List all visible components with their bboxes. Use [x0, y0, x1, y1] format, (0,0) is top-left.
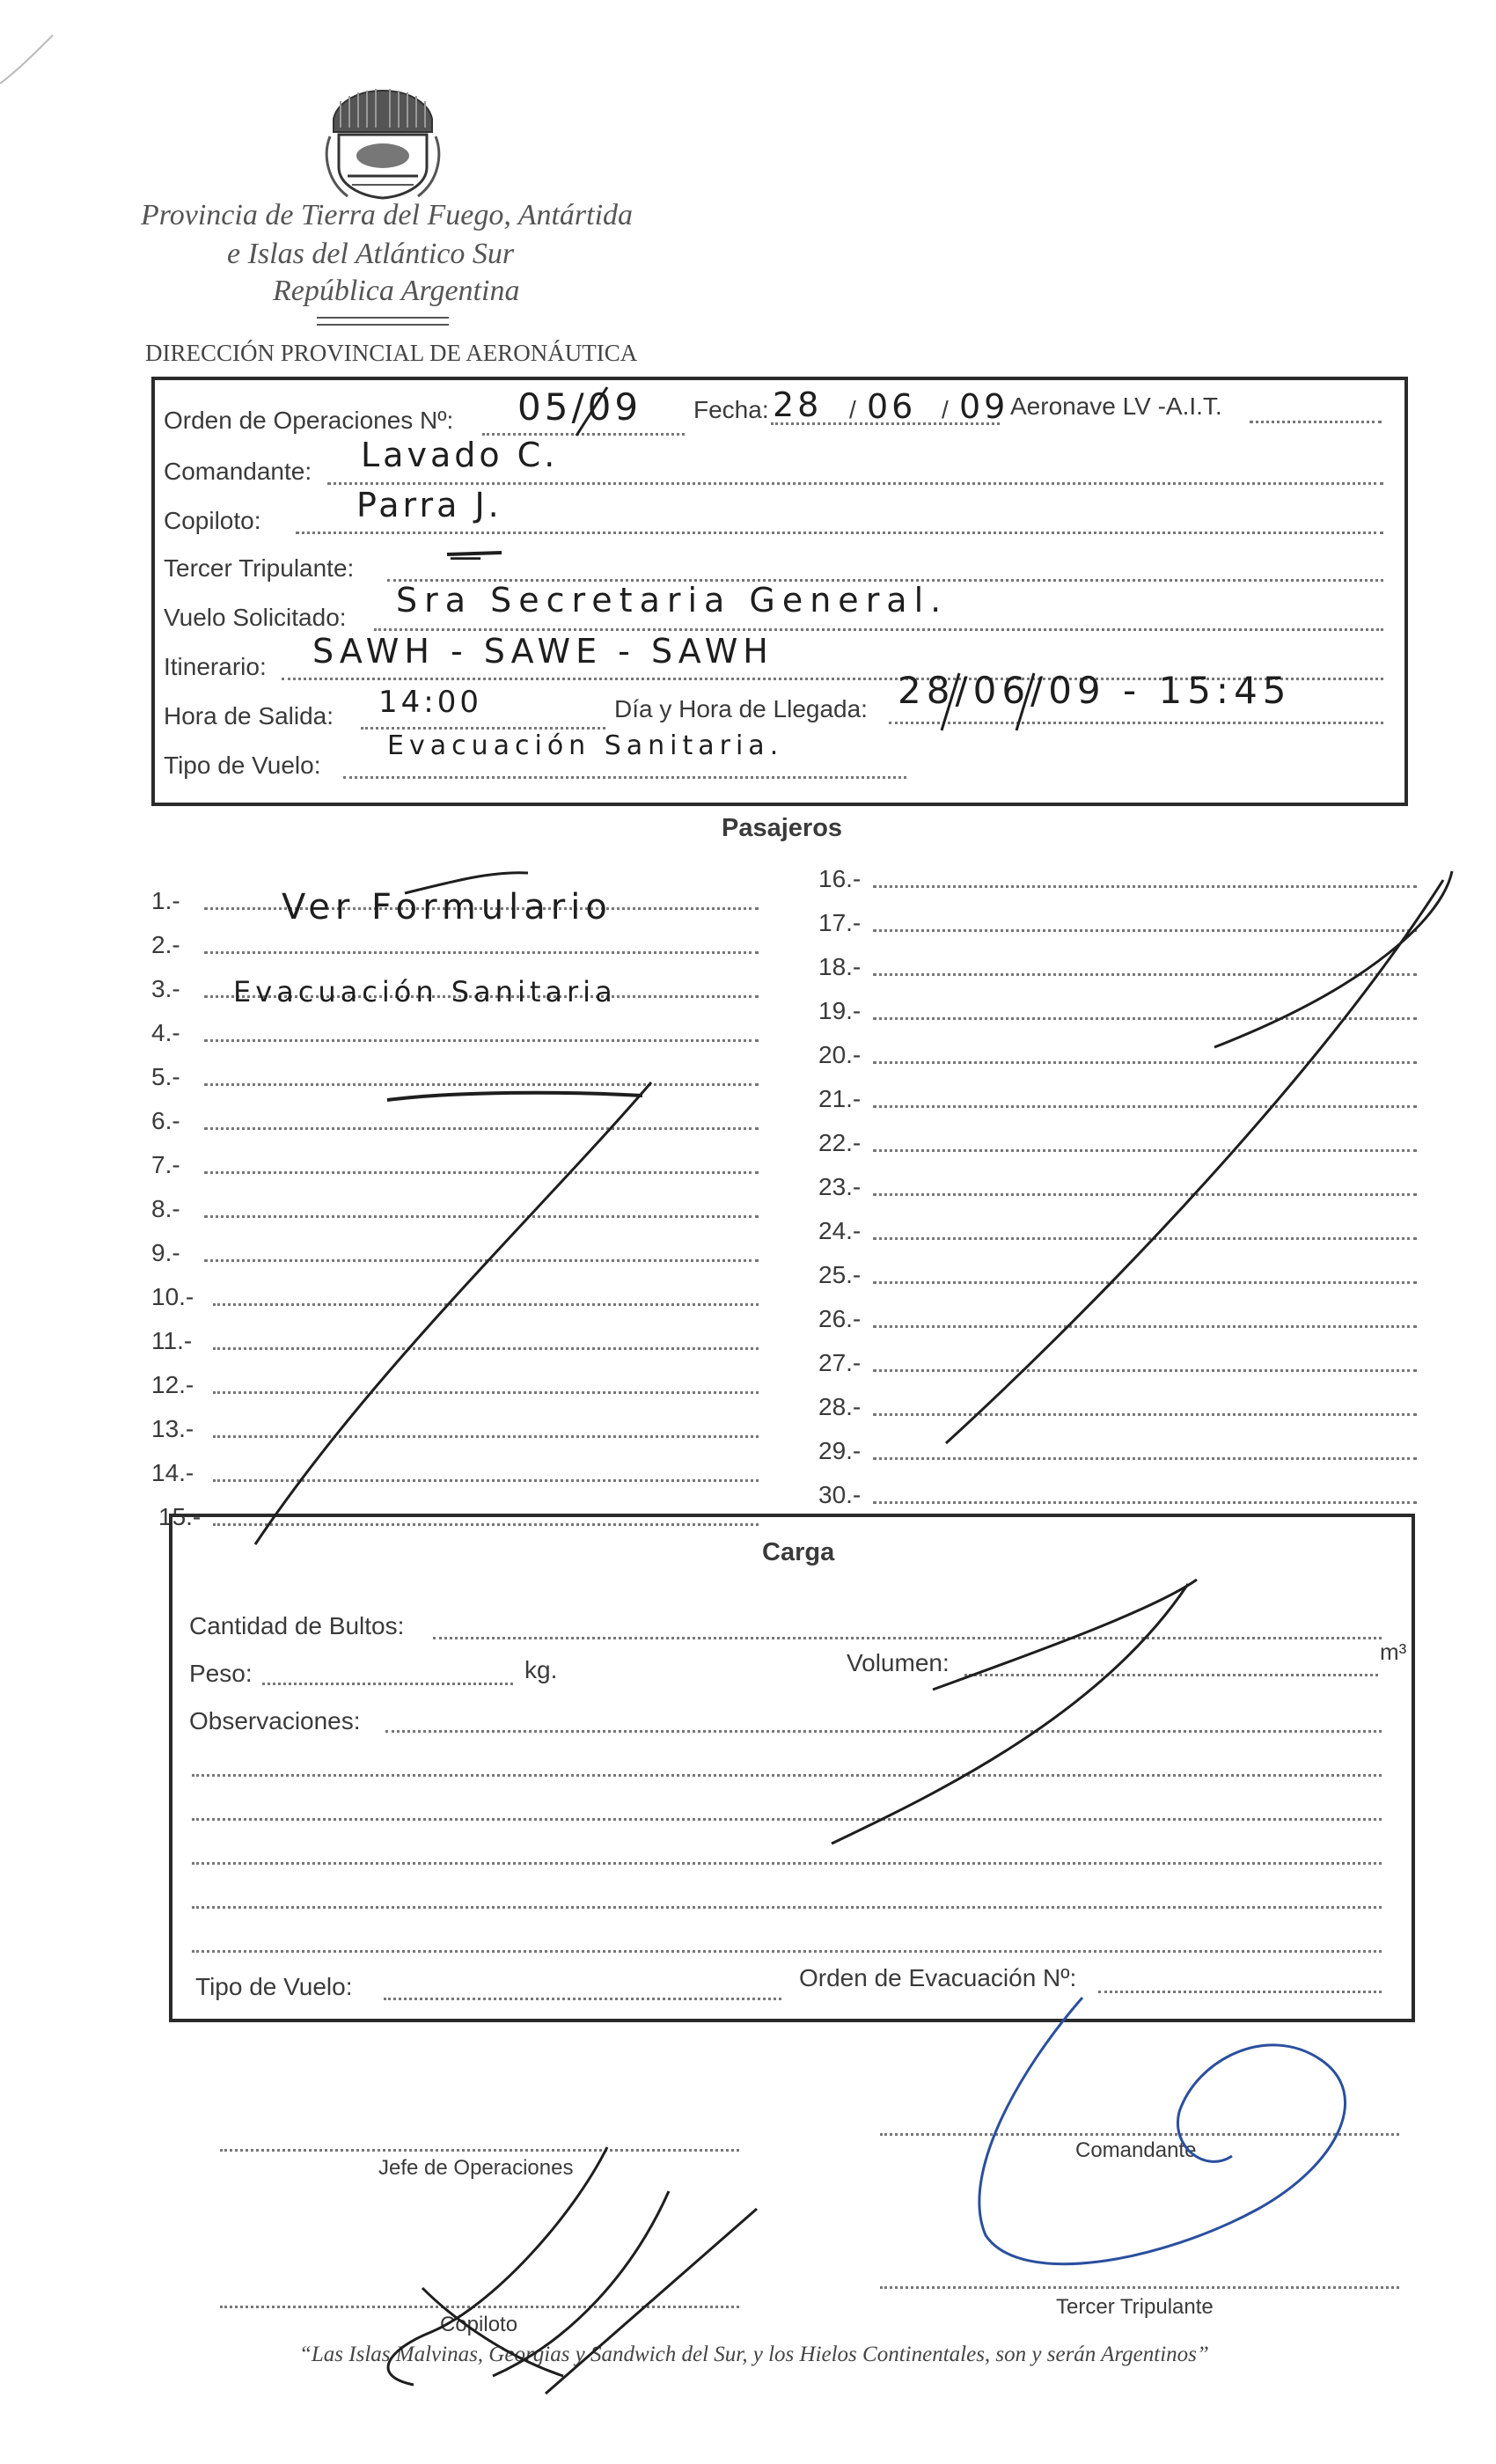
passenger-number: 7.- — [151, 1151, 180, 1178]
passenger-line — [873, 1369, 1417, 1372]
passenger-row[interactable] — [818, 1289, 1417, 1333]
passenger-line — [873, 1281, 1417, 1284]
passenger-line — [204, 1259, 759, 1262]
passenger-number: 11.- — [151, 1327, 193, 1354]
comandante-value[interactable]: Lavado C. — [361, 436, 559, 474]
province-line-3: República Argentina — [273, 275, 520, 307]
passenger-line — [873, 929, 1417, 932]
passenger-line — [873, 1501, 1417, 1504]
fecha-day[interactable]: 28 — [773, 385, 823, 424]
pasajeros-title: Pasajeros — [722, 814, 843, 842]
passenger-row[interactable] — [151, 1311, 759, 1355]
passenger-line — [873, 1325, 1417, 1328]
passenger-line — [873, 1237, 1417, 1240]
copiloto-sign-label: Copiloto — [440, 2313, 518, 2336]
volumen-line — [964, 1674, 1378, 1676]
passenger-row[interactable] — [818, 1245, 1417, 1289]
passenger-number: 24.- — [818, 1217, 862, 1244]
passenger-row[interactable] — [151, 1223, 759, 1267]
jefe-label: Jefe de Operaciones — [378, 2156, 574, 2180]
fecha-month[interactable]: 06 — [867, 387, 917, 426]
salida-value[interactable]: 14:00 — [378, 685, 482, 720]
passenger-number: 6.- — [151, 1107, 180, 1134]
passenger-row[interactable] — [818, 1025, 1417, 1069]
passenger-line — [204, 1215, 759, 1218]
passenger-line — [873, 1413, 1417, 1416]
tercer-sign-label: Tercer Tripulante — [1056, 2295, 1214, 2319]
comandante-label: Comandante: — [164, 458, 312, 485]
passenger-row[interactable] — [818, 849, 1417, 893]
observaciones-label: Observaciones: — [189, 1707, 361, 1734]
province-line-1: Provincia de Tierra del Fuego, Antártida — [141, 199, 634, 231]
passenger-line — [204, 1127, 759, 1130]
tercer-value[interactable]: — — [449, 537, 486, 576]
passenger-number: 10.- — [151, 1283, 194, 1310]
copiloto-line — [296, 532, 1383, 534]
passenger-number: 28.- — [818, 1393, 862, 1420]
comandante-signature-blue — [979, 1998, 1346, 2264]
fecha-label: Fecha: — [693, 396, 769, 423]
copiloto-label: Copiloto: — [164, 507, 261, 534]
passenger-line — [873, 1017, 1417, 1020]
passenger-line — [873, 1193, 1417, 1196]
passenger-number: 18.- — [818, 953, 862, 980]
passenger-number: 21.- — [818, 1085, 862, 1112]
passenger-line — [204, 1171, 759, 1174]
passenger-line — [204, 1083, 759, 1086]
passenger-row[interactable] — [818, 1465, 1417, 1509]
passenger-line — [873, 885, 1417, 888]
passenger-number: 19.- — [818, 997, 862, 1024]
vuelo-value[interactable]: Sra Secretaria General. — [396, 581, 949, 620]
itinerario-label: Itinerario: — [164, 653, 267, 680]
passenger-line — [204, 1039, 759, 1042]
passenger-row[interactable] — [151, 1047, 759, 1091]
llegada-value[interactable]: 28/06/09 - 15:45 — [898, 669, 1292, 712]
fecha-sep-1: / — [849, 396, 856, 423]
orden-label: Orden de Operaciones Nº: — [164, 407, 454, 434]
passenger-row[interactable] — [151, 1267, 759, 1311]
passenger-row[interactable] — [818, 937, 1417, 981]
province-line-2: e Islas del Atlántico Sur — [227, 238, 515, 270]
passenger-line — [213, 1391, 759, 1394]
fecha-line — [771, 422, 1000, 425]
obs-line-4 — [192, 1862, 1382, 1865]
coat-of-arms-emblem — [321, 84, 444, 202]
passenger-line — [213, 1303, 759, 1306]
passenger-number: 3.- — [151, 975, 180, 1002]
passenger-row[interactable] — [151, 1003, 759, 1047]
bultos-label: Cantidad de Bultos: — [189, 1612, 405, 1639]
passenger-number: 14.- — [151, 1459, 194, 1486]
passenger-line — [873, 1457, 1417, 1460]
tipo-line — [343, 776, 906, 779]
orden-value[interactable]: 05/09 — [517, 385, 642, 429]
department-name: DIRECCIÓN PROVINCIAL DE AERONÁUTICA — [145, 340, 638, 366]
header-divider-bottom — [317, 324, 449, 326]
passenger-row[interactable] — [151, 1135, 759, 1179]
comandante-sign-label: Comandante — [1075, 2138, 1197, 2162]
jefe-signature-line — [220, 2149, 739, 2152]
peso-line — [262, 1683, 513, 1685]
header-divider-top — [317, 317, 449, 319]
passenger-number: 22.- — [818, 1129, 862, 1156]
bultos-line — [433, 1637, 1382, 1639]
passenger-row[interactable] — [818, 981, 1417, 1025]
passenger-number: 8.- — [151, 1195, 180, 1222]
passenger-row[interactable] — [818, 893, 1417, 937]
itinerario-value[interactable]: SAWH - SAWE - SAWH — [312, 632, 774, 671]
passenger-number: 27.- — [818, 1349, 862, 1376]
evacuacion-label: Orden de Evacuación Nº: — [799, 1964, 1077, 1991]
passenger-number: 5.- — [151, 1063, 180, 1090]
fecha-sep-2: / — [942, 396, 949, 423]
passenger-number: 4.- — [151, 1019, 180, 1046]
passenger-row[interactable] — [151, 1179, 759, 1223]
aeronave-line — [1250, 421, 1382, 423]
tipo-value[interactable]: Evacuación Sanitaria. — [387, 730, 784, 761]
passenger-line — [873, 1105, 1417, 1108]
passenger-number: 17.- — [818, 909, 862, 936]
passenger-number: 16.- — [818, 865, 862, 892]
passenger-number: 1.- — [151, 887, 180, 914]
copiloto-value[interactable]: Parra J. — [356, 486, 502, 524]
passenger-number: 26.- — [818, 1305, 862, 1332]
comandante-signature-line — [880, 2133, 1399, 2136]
passenger-row[interactable] — [151, 1443, 759, 1487]
passenger-line — [873, 973, 1417, 976]
passenger-line — [873, 1061, 1417, 1064]
passenger-row[interactable] — [818, 1157, 1417, 1201]
salida-line — [361, 727, 605, 730]
passenger-row[interactable] — [818, 1201, 1417, 1245]
passenger-line — [204, 951, 759, 954]
passenger-note-2: Evacuación Sanitaria — [233, 975, 617, 1008]
passenger-number: 29.- — [818, 1437, 862, 1464]
passenger-number: 9.- — [151, 1239, 180, 1266]
obs-line-6 — [192, 1950, 1382, 1953]
passenger-line — [213, 1479, 759, 1482]
vuelo-line — [374, 628, 1383, 631]
peso-unit: kg. — [524, 1656, 558, 1683]
tipo-label: Tipo de Vuelo: — [164, 752, 321, 779]
carga-title: Carga — [762, 1538, 835, 1566]
llegada-line — [889, 722, 1383, 724]
llegada-label: Día y Hora de Llegada: — [614, 695, 868, 722]
passenger-number: 15.- — [158, 1503, 202, 1530]
passenger-row[interactable] — [818, 1333, 1417, 1377]
volumen-label: Volumen: — [847, 1649, 950, 1676]
carga-tipo-label: Tipo de Vuelo: — [195, 1973, 353, 2000]
passenger-row[interactable] — [818, 1113, 1417, 1157]
passenger-number: 23.- — [818, 1173, 862, 1200]
passenger-row[interactable] — [151, 1355, 759, 1399]
passenger-row[interactable] — [818, 1069, 1417, 1113]
passenger-line — [213, 1435, 759, 1438]
passenger-row[interactable] — [151, 1091, 759, 1135]
volumen-unit: m³ — [1380, 1639, 1407, 1665]
fecha-year[interactable]: 09 — [959, 387, 1009, 426]
carga-tipo-line — [384, 1998, 781, 2000]
passenger-number: 12.- — [151, 1371, 194, 1398]
passenger-number: 30.- — [818, 1481, 862, 1508]
footer-motto: “Las Islas Malvinas, Georgias y Sandwich del Sur, y los Hielos Continentales, son y serán Argentinos” — [299, 2343, 1209, 2366]
passenger-number: 20.- — [818, 1041, 862, 1068]
obs-line-3 — [192, 1818, 1382, 1821]
passenger-line — [873, 1149, 1417, 1152]
passenger-number: 2.- — [151, 931, 180, 958]
scan-edge-stroke — [0, 35, 53, 84]
peso-label: Peso: — [189, 1660, 253, 1687]
obs-line-1 — [385, 1730, 1382, 1733]
cargo-box — [169, 1514, 1415, 2022]
passenger-note-1: Ver Formulario — [282, 887, 612, 928]
salida-label: Hora de Salida: — [164, 702, 334, 730]
passenger-line — [213, 1347, 759, 1350]
obs-line-5 — [192, 1906, 1382, 1909]
aeronave-label: Aeronave LV -A.I.T. — [1010, 392, 1222, 420]
obs-line-2 — [192, 1774, 1382, 1777]
passenger-row[interactable] — [818, 1377, 1417, 1421]
passenger-row[interactable] — [151, 1399, 759, 1443]
comandante-line — [327, 482, 1383, 485]
passenger-number: 25.- — [818, 1261, 862, 1288]
passenger-number: 13.- — [151, 1415, 194, 1442]
copiloto-signature-line — [220, 2306, 739, 2308]
vuelo-label: Vuelo Solicitado: — [164, 604, 347, 631]
tercer-signature-line — [880, 2286, 1399, 2289]
evacuacion-line — [1098, 1991, 1382, 1993]
passenger-row[interactable] — [818, 1421, 1417, 1465]
tercer-label: Tercer Tripulante: — [164, 554, 355, 582]
